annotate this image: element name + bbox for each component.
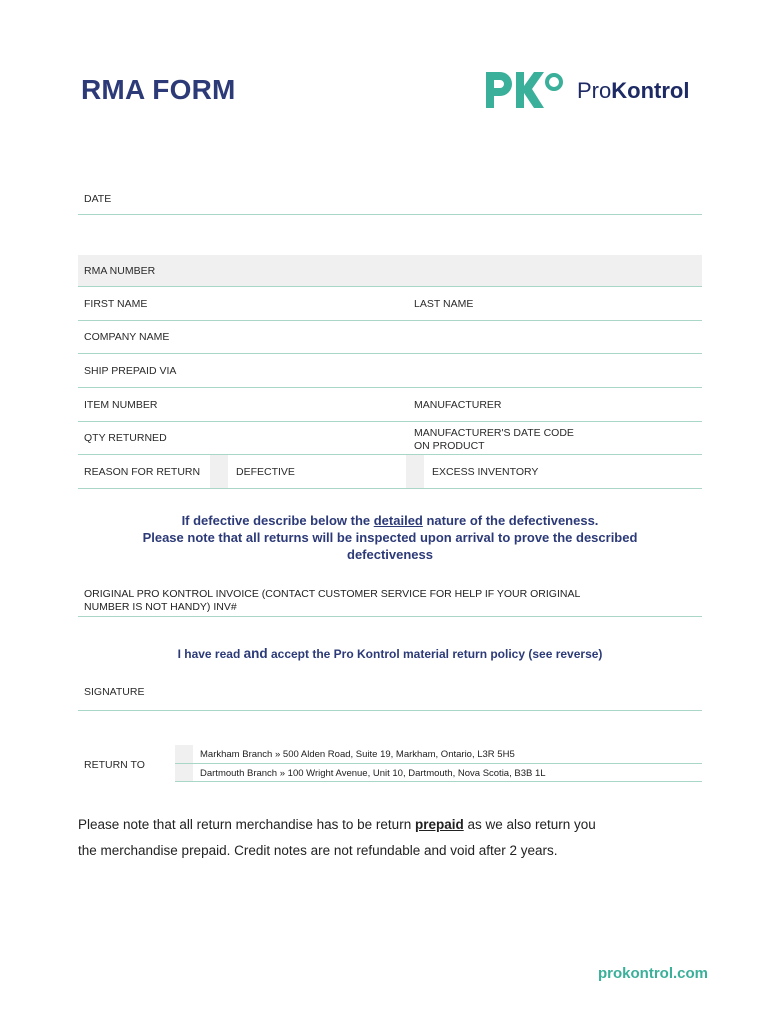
defective-notice-line1: If defective describe below the detailed nature of the defectiveness. [181,513,599,528]
form-title: RMA FORM [81,74,236,105]
defective-notice [78,512,702,563]
website-link[interactable]: prokontrol.com [598,965,709,982]
signature-field[interactable] [78,710,702,711]
invoice-field[interactable] [78,616,702,617]
divider [175,781,702,782]
name-field[interactable] [78,320,702,321]
brand-name: ProKontrol [577,78,690,103]
invoice-label-line1: ORIGINAL PRO KONTROL INVOICE (CONTACT CUSTOMER SERVICE FOR HELP IF YOUR ORIGINAL [84,588,581,600]
rma-number-field[interactable] [78,255,702,286]
company-name-field[interactable] [78,353,702,354]
last-name-label: LAST NAME [414,298,474,310]
prokontrol-logo-mark [484,68,564,112]
item-field[interactable] [78,421,702,422]
manufacturer-label: MANUFACTURER [414,399,502,411]
item-number-label: ITEM NUMBER [84,399,158,411]
first-name-label: FIRST NAME [84,298,148,310]
ship-prepaid-via-field[interactable] [78,387,702,388]
return-to-label: RETURN TO [84,759,145,771]
excess-inventory-checkbox[interactable] [406,455,424,488]
defective-label: DEFECTIVE [236,466,295,478]
defective-checkbox[interactable] [210,455,228,488]
branch-dartmouth: Dartmouth Branch » 100 Wright Avenue, Unit 10, Dartmouth, Nova Scotia, B3B 1L [200,768,546,779]
date-code-label-line1: MANUFACTURER'S DATE CODE [414,427,574,439]
divider [78,286,702,287]
date-label: DATE [84,193,112,205]
invoice-label [84,588,604,614]
defective-notice-line3: defectiveness [347,547,433,562]
invoice-label-line2: NUMBER IS NOT HANDY) INV# [84,601,237,613]
ship-prepaid-via-label: SHIP PREPAID VIA [84,365,177,377]
qty-field[interactable] [78,454,702,455]
rma-number-label: RMA NUMBER [84,265,156,277]
prepaid-footnote [78,812,718,864]
company-name-label: COMPANY NAME [84,331,170,343]
reason-for-return-label: REASON FOR RETURN [84,466,201,478]
defective-notice-line2: Please note that all returns will be inspected upon arrival to prove the described [142,530,638,545]
date-code-label-line2: ON PRODUCT [414,440,485,452]
excess-inventory-label: EXCESS INVENTORY [432,466,539,478]
divider [78,488,702,489]
prepaid-footnote-line1: Please note that all return merchandise has to be return prepaid as we also return you [78,817,596,832]
signature-label: SIGNATURE [84,686,145,698]
branch-markham: Markham Branch » 500 Alden Road, Suite 19, Markham, Ontario, L3R 5H5 [200,749,515,760]
date-field[interactable] [78,214,702,215]
date-code-label [414,427,574,453]
qty-returned-label: QTY RETURNED [84,432,167,444]
accept-policy-statement: I have read and accept the Pro Kontrol material return policy (see reverse) [177,646,603,661]
prepaid-footnote-line2: the merchandise prepaid. Credit notes are not refundable and void after 2 years. [78,843,558,858]
divider [175,763,702,764]
